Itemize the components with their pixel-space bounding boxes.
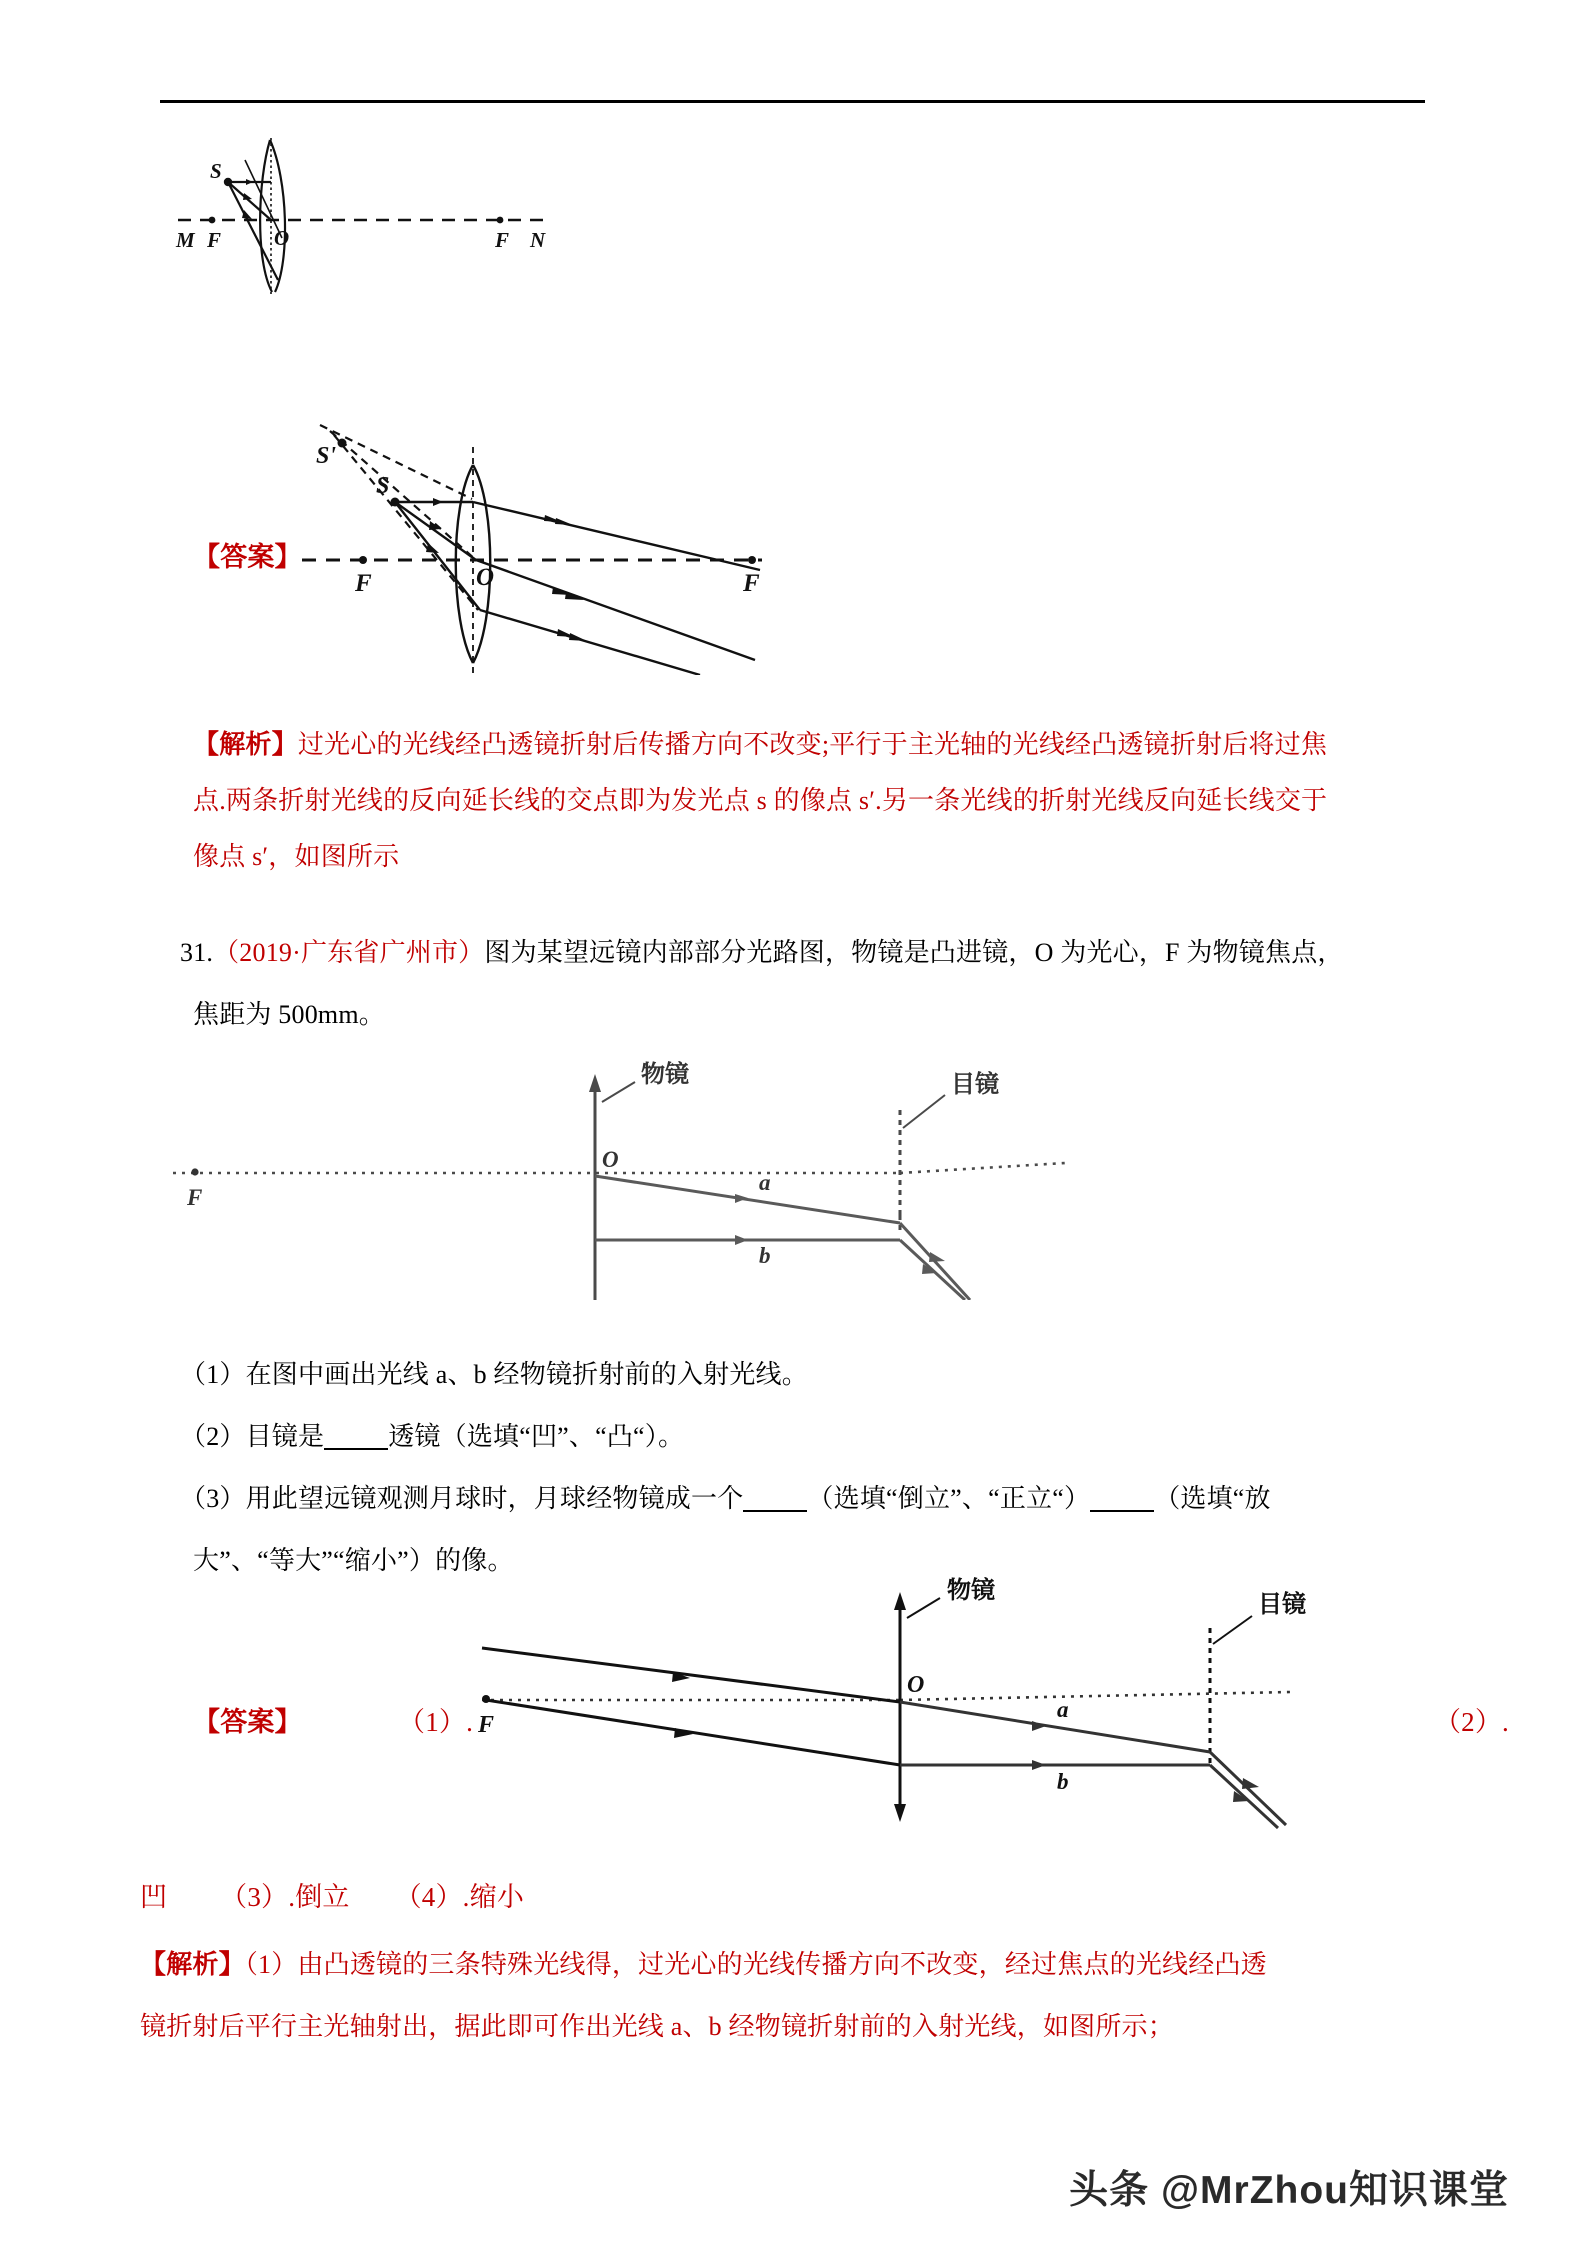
- subquestion-1-text: 在图中画出光线 a、b 经物镜折射前的入射光线。: [245, 1360, 808, 1389]
- answer-2-item-3-label: （3）.: [220, 1882, 296, 1912]
- subquestion-3-number: （3）: [180, 1484, 246, 1513]
- svg-text:a: a: [1057, 1697, 1069, 1722]
- analysis-1-text-2: 点.两条折射光线的反向延长线的交点即为发光点 s 的像点 s′.另一条光线的折射光线反向延长线交于: [193, 786, 1328, 815]
- svg-text:物镜: 物镜: [641, 1061, 689, 1088]
- svg-text:S': S': [316, 443, 337, 469]
- question-31-line-1: [180, 928, 1344, 978]
- question-31-line-2: [193, 990, 385, 1040]
- analysis-2-line-1: [140, 1940, 1267, 1990]
- question-source: （2019·广东省广州市）: [213, 938, 485, 967]
- svg-text:O: O: [907, 1672, 925, 1698]
- svg-text:N: N: [530, 228, 546, 252]
- answer-blank-field-1[interactable]: [324, 1422, 388, 1449]
- answer-2-item-4-label: （4）.: [394, 1882, 470, 1912]
- answer-2-values: [140, 1872, 524, 1922]
- analysis-2-prefix: （1）: [244, 1950, 298, 1979]
- subquestion-3-text-tail: 大”、“等大”“缩小”）的像。: [193, 1546, 514, 1575]
- subquestion-2-text-before: 目镜是: [245, 1422, 325, 1451]
- footer-watermark: 头条 @MrZhou知识课堂: [1069, 2169, 1509, 2212]
- question-stem-2: 焦距为 500mm。: [193, 1000, 385, 1029]
- answer-bracket-text: 【答案】: [193, 542, 302, 572]
- subquestion-3-text-before: 用此望远镜观测月球时，月球经物镜成一个: [245, 1484, 744, 1513]
- figure-telescope-question: [165, 1050, 1085, 1300]
- svg-text:O: O: [274, 226, 290, 250]
- question-stem-1: 图为某望远镜内部部分光路图，物镜是凸进镜，O 为光心，F 为物镜焦点，: [484, 938, 1344, 967]
- subquestion-2-text-mid: 透镜（选填“凹”、“凸“）。: [388, 1422, 685, 1451]
- figure-convex-lens-question: [170, 120, 590, 295]
- svg-text:S: S: [210, 159, 222, 183]
- figure-telescope-answer: [420, 1570, 1350, 1830]
- analysis-1-text-3: 像点 s′，如图所示: [193, 842, 400, 871]
- answer-2-item-1-label: （1）.: [398, 1707, 474, 1737]
- subquestion-1: [180, 1350, 808, 1400]
- svg-text:F: F: [478, 1712, 495, 1738]
- subquestion-1-number: （1）: [180, 1360, 246, 1389]
- answer-bracket-text-2: 【答案】: [193, 1707, 302, 1737]
- analysis-1-text-1: 过光心的光线经凸透镜折射后传播方向不改变;平行于主光轴的光线经凸透镜折射后将过焦: [297, 730, 1328, 759]
- subquestion-3-text-mid2: （选填“放: [1154, 1484, 1271, 1513]
- answer-blank-field-3[interactable]: [1090, 1484, 1154, 1511]
- svg-text:a: a: [759, 1170, 771, 1195]
- analysis-2-text-2: 镜折射后平行主光轴射出，据此即可作出光线 a、b 经物镜折射前的入射光线，如图所示；: [140, 2012, 1174, 2041]
- answer-label-1: [193, 532, 302, 582]
- answer-2-item-2-value: 凹: [140, 1882, 168, 1912]
- svg-text:b: b: [759, 1243, 771, 1268]
- svg-text:目镜: 目镜: [1258, 1591, 1306, 1618]
- svg-text:F: F: [743, 570, 760, 597]
- answer-2-item-3-value: 倒立: [295, 1882, 350, 1912]
- analysis-bracket-1: 【解析】: [193, 730, 298, 759]
- svg-text:F: F: [355, 570, 372, 597]
- svg-text:b: b: [1057, 1769, 1069, 1794]
- analysis-1-line-1: [193, 720, 1327, 770]
- svg-text:S: S: [376, 473, 390, 499]
- svg-text:物镜: 物镜: [947, 1577, 995, 1604]
- svg-text:M: M: [176, 228, 195, 252]
- answer-2-item-4-value: 缩小: [469, 1882, 525, 1912]
- svg-text:O: O: [476, 564, 495, 591]
- svg-text:目镜: 目镜: [951, 1071, 999, 1098]
- svg-text:F: F: [495, 228, 510, 252]
- answer-blank-field-2[interactable]: [743, 1484, 807, 1511]
- analysis-2-text-1: 由凸透镜的三条特殊光线得，过光心的光线传播方向不改变，经过焦点的光线经凸透: [297, 1950, 1267, 1979]
- analysis-1-line-2: [193, 776, 1327, 826]
- svg-text:F: F: [207, 228, 222, 252]
- answer-2-item-2: [1434, 1697, 1509, 1747]
- figure-convex-lens-answer: [300, 395, 770, 675]
- answer-2-item-2-label: （2）.: [1433, 1707, 1509, 1737]
- subquestion-3-text-mid: （选填“倒立”、“正立“）: [807, 1484, 1091, 1513]
- question-number: 31.: [180, 938, 214, 967]
- answer-label-2: [193, 1697, 302, 1747]
- analysis-1-line-3: [193, 832, 399, 882]
- svg-text:O: O: [602, 1147, 619, 1172]
- svg-text:F: F: [187, 1185, 203, 1210]
- subquestion-2-number: （2）: [180, 1422, 246, 1451]
- analysis-2-line-2: [140, 2002, 1174, 2052]
- subquestion-3-line-1: [180, 1474, 1271, 1524]
- analysis-bracket-2: 【解析】: [140, 1950, 245, 1979]
- subquestion-2: [180, 1412, 684, 1462]
- header-rule: [160, 100, 1425, 103]
